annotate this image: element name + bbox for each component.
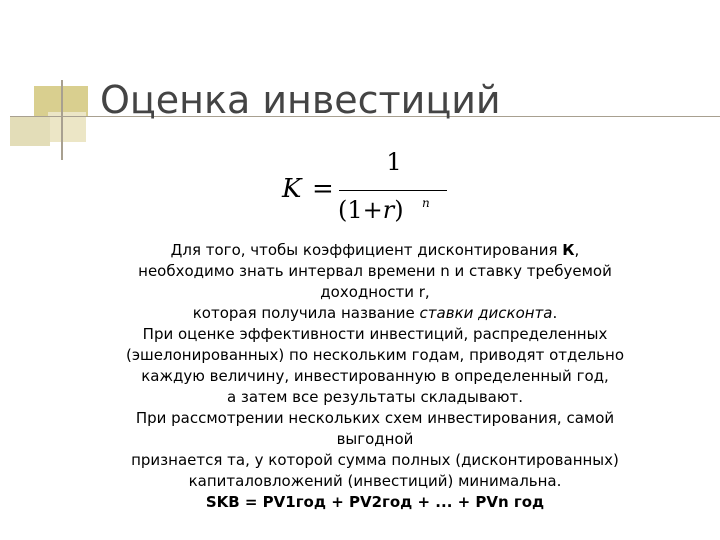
denominator-open: (1+ <box>338 196 383 224</box>
denominator-close: ) <box>394 196 404 224</box>
body-line: признается та, у которой сумма полных (дисконтированных) <box>131 451 619 469</box>
skb-formula: SKB = PV1год + PV2год + ... + PVn год <box>205 493 545 511</box>
body-line: необходимо знать интервал времени n и ставку требуемой <box>138 262 612 280</box>
body-line: каждую величину, инвестированную в определенный год, <box>141 367 609 385</box>
body-line: При рассмотрении нескольких схем инвестирования, самой <box>135 409 615 427</box>
denominator-var: r <box>382 196 395 224</box>
body-line4-post: . <box>552 304 558 322</box>
formula-denominator <box>338 196 404 224</box>
formula-lhs: K <box>282 174 302 204</box>
term-discount-rate: ставки дисконта <box>419 304 553 322</box>
body-line: капиталовложений (инвестиций) минимальна. <box>188 472 562 490</box>
body-line4-pre: которая получила название <box>192 304 420 322</box>
body-line <box>100 240 650 261</box>
decor-square-pale <box>10 116 50 146</box>
body-text <box>100 240 650 513</box>
discount-formula <box>276 148 456 233</box>
fraction-bar <box>339 190 447 191</box>
body-line: а затем все результаты складывают. <box>226 388 524 406</box>
body-line1-post: , <box>574 241 580 259</box>
body-line1-k: К <box>562 241 575 259</box>
body-line: (эшелонированных) по нескольким годам, приводят отдельно <box>125 346 625 364</box>
body-line: доходности r, <box>320 283 430 301</box>
body-line <box>100 303 650 324</box>
formula-equals: = <box>312 174 334 204</box>
formula-exponent: n <box>422 196 430 210</box>
body-line1-pre: Для того, чтобы коэффициент дисконтирования <box>170 241 563 259</box>
body-line: При оценке эффективности инвестиций, распределенных <box>142 325 608 343</box>
page-title: Оценка инвестиций <box>100 78 501 122</box>
body-line: выгодной <box>336 430 414 448</box>
formula-numerator: 1 <box>386 148 402 176</box>
decor-vertical-line <box>61 80 63 160</box>
